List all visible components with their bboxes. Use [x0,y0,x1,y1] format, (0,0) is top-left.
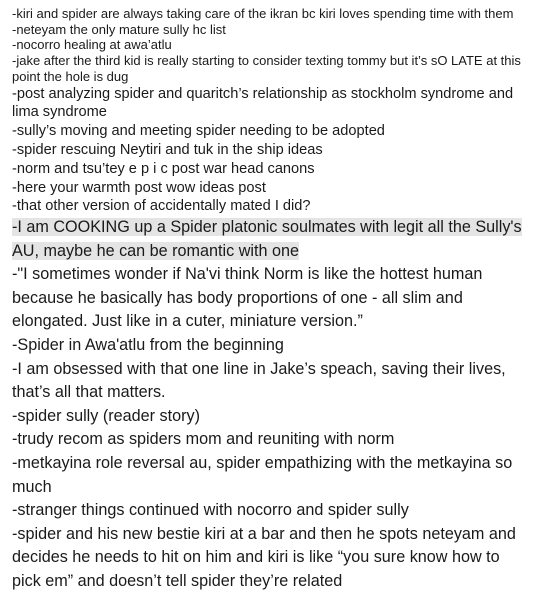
note-line-19: -spider and his new bestie kiri at a bar and then he spots neteyam and decides he needs to hit on him and kiri is like “you sure know how to pick em” and doesn’t tell spider they’re related [12,524,516,590]
note-line-15: -spider sully (reader story) [12,406,201,425]
note-line-2: -neteyam the only mature sully hc list [12,21,226,37]
highlighted-text: -I am COOKING up a Spider platonic soulmates with legit all the Sully's AU, maybe he can be romantic with one [12,218,522,260]
note-line-16: -trudy recom as spiders mom and reuniting with norm [12,430,395,449]
note-line-9: -here your warmth post wow ideas post [12,179,266,196]
note-line-1: -kiri and spider are always taking care of the ikran bc kiri loves spending time with them [12,6,514,21]
note-line-3: -nocorro healing at awa’atlu [12,37,172,53]
note-line-17: -metkayina role reversal au, spider empathizing with the metkayina so much [12,454,513,496]
note-line-5: -post analyzing spider and quaritch’s relationship as stockholm syndrome and lima syndrome [12,85,514,121]
note-line-14: -I am obsessed with that one line in Jake’s speach, saving their lives, that’s all that matters. [12,359,506,402]
note-line-7: -spider rescuing Neytiri and tuk in the ship ideas [12,141,323,158]
note-line-6: -sully’s moving and meeting spider needing to be adopted [12,123,385,140]
note-line-10: -that other version of accidentally mated I did? [12,198,311,215]
note-line-13: -Spider in Awa'atlu from the beginning [12,336,284,355]
note-line-11-highlighted [12,216,532,263]
note-line-4: -jake after the third kid is really starting to consider texting tommy but it’s sO LATE at this point the hole is dug [12,53,521,84]
note-line-12: -"I sometimes wonder if Na'vi think Norm is like the hottest human because he basically has body proportions of one - all slim and elongated. Just like in a cuter, miniature version.” [12,265,483,331]
note-line-8: -norm and tsu’tey e p i c post war head canons [12,160,315,177]
note-line-18: -stranger things continued with nocorro and spider sully [12,501,409,520]
